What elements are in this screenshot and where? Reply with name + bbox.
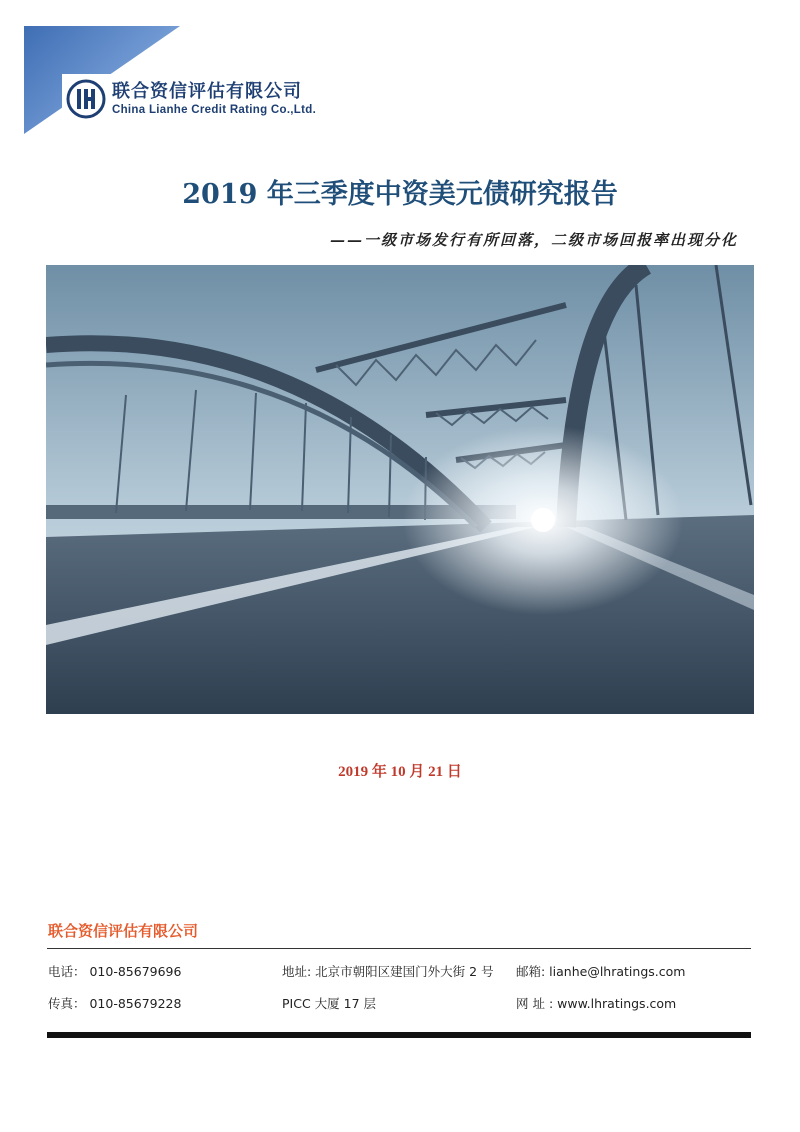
logo-company-cn: 联合资信评估有限公司 [112,80,302,102]
bridge-illustration [46,265,754,714]
logo-company-en: China Lianhe Credit Rating Co.,Ltd. [112,103,317,116]
footer-divider-thin [47,948,751,949]
report-title: 2019 年三季度中资美元债研究报告 [182,179,618,210]
footer-phone: 电话： 010-85679696 [48,964,182,979]
footer-company-name: 联合资信评估有限公司 [48,922,199,940]
footer-email[interactable]: 邮箱: lianhe@lhratings.com [516,964,686,979]
lianhe-lh-logo-icon [66,79,106,119]
cover-bridge-image [46,265,754,714]
company-logo [62,74,348,124]
report-date: 2019 年 10 月 21 日 [338,764,462,780]
footer-website[interactable]: 网 址 : www.lhratings.com [516,996,677,1011]
report-subtitle: ——一级市场发行有所回落，二级市场回报率出现分化 [329,231,738,249]
footer-address-line2: PICC 大厦 17 层 [282,996,377,1011]
footer-fax: 传真： 010-85679228 [48,996,182,1011]
footer-address-line1: 地址: 北京市朝阳区建国门外大街 2 号 [282,964,494,979]
footer-divider-thick [47,1032,751,1038]
